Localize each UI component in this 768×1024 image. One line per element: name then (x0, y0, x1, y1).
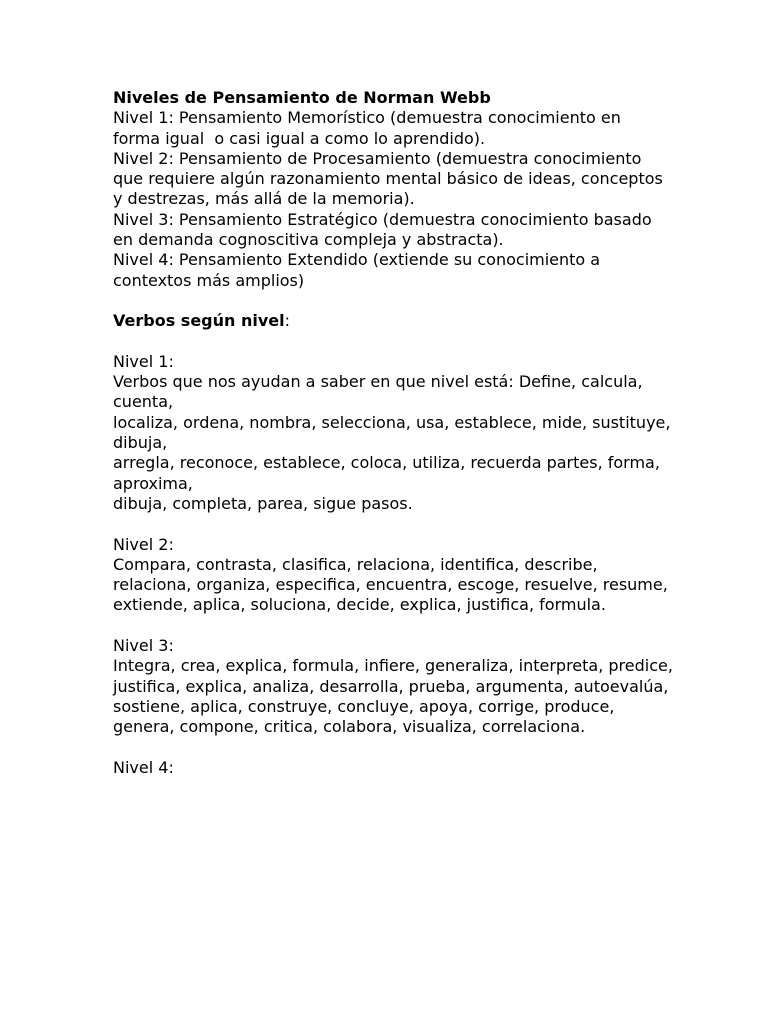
verbs-heading (113, 311, 673, 331)
nivel-3-label: Nivel 3: (113, 636, 174, 656)
document-title: Niveles de Pensamiento de Norman Webb (113, 88, 491, 107)
verbs-heading-text: Verbos según nivel (113, 311, 285, 331)
nivel-1-verbs-line: localiza, ordena, nombra, selecciona, usa, establece, mide, sustituye, dibuja, (113, 412, 676, 453)
nivel-1-verbs-line: dibuja, completa, parea, sigue pasos. (113, 493, 413, 513)
nivel-1-description: Nivel 1: Pensamiento Memorístico (demuestra conocimiento en forma igual o casi igual a como lo aprendido). (113, 108, 626, 148)
nivel-1-label: Nivel 1: (113, 351, 174, 371)
nivel-2-verbs: Compara, contrasta, clasifica, relaciona, identifica, describe, relaciona, organiza, especifica, encuentra, escoge, resuelve, resume, extiende, aplica, soluciona, decide, explica, justifica, formula. (113, 554, 673, 615)
nivel-4-description: Nivel 4: Pensamiento Extendido (extiende su conocimiento a contextos más amplios) (113, 250, 606, 290)
nivel-2-label: Nivel 2: (113, 534, 174, 554)
nivel-3-description: Nivel 3: Pensamiento Estratégico (demuestra conocimiento basado en demanda cognoscitiva compleja y abstracta). (113, 209, 657, 250)
nivel-4-label: Nivel 4: (113, 757, 174, 777)
spacer (113, 738, 673, 758)
nivel-1-verbs-line: arregla, reconoce, establece, coloca, utiliza, recuerda partes, forma, aproxima, (113, 453, 666, 493)
verbs-heading-colon: : (284, 311, 290, 331)
spacer (113, 291, 673, 311)
nivel-2-description: Nivel 2: Pensamiento de Procesamiento (demuestra conocimiento que requiere algún razonamiento mental básico de ideas, conceptos y destrezas, más allá de la memoria). (113, 148, 668, 209)
spacer (113, 514, 673, 534)
spacer (113, 616, 673, 636)
nivel-3-verbs: Integra, crea, explica, formula, infiere, generaliza, interpreta, predice, justifica, explica, analiza, desarrolla, prueba, argumenta, autoevalúa, sostiene, aplica, construye, concluye, apoya, corrige, produce, genera, compone, critica, colabora, visualiza, correlaciona. (113, 656, 679, 737)
document-page (113, 88, 679, 778)
spacer (113, 332, 673, 352)
nivel-1-verbs-line: Verbos que nos ayudan a saber en que nivel está: Define, calcula, cuenta, (113, 372, 648, 412)
